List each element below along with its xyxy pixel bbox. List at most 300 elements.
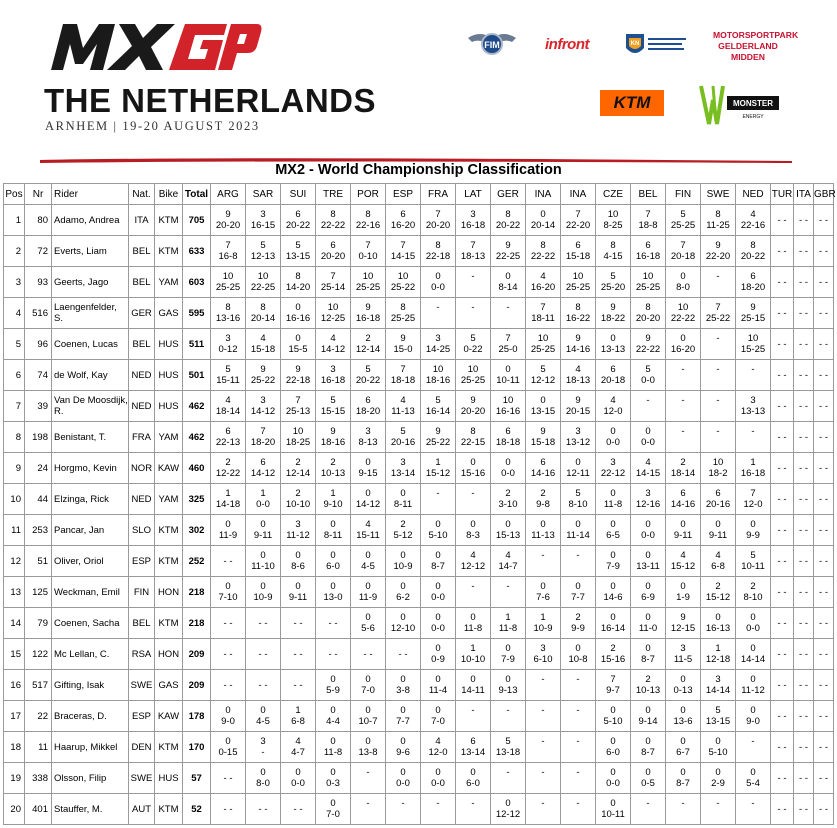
- race-positions: 9-10: [323, 499, 343, 510]
- race-positions: 9-9: [571, 623, 585, 634]
- round-result-cell: [666, 639, 701, 670]
- round-points: 0: [330, 519, 336, 530]
- race-positions: 22-18: [425, 251, 451, 262]
- round-points: 0: [470, 674, 476, 685]
- round-points: 9: [715, 240, 721, 251]
- race-positions: 16-22: [565, 313, 591, 324]
- race-positions: 22-25: [495, 251, 521, 262]
- round-points: 0: [330, 581, 336, 592]
- race-positions: 14-14: [740, 654, 766, 665]
- race-positions: 22-20: [705, 251, 731, 262]
- round-result-cell: [526, 732, 561, 763]
- race-positions: 25-25: [530, 344, 556, 355]
- round-result-cell: [794, 546, 814, 577]
- race-positions: [421, 809, 455, 820]
- round-points: 7: [225, 240, 231, 251]
- total-cell: 52: [183, 794, 211, 825]
- round-points: 0: [435, 581, 441, 592]
- round-points: 10: [537, 333, 549, 344]
- race-positions: 7-0: [431, 716, 445, 727]
- round-result-cell: [736, 608, 771, 639]
- rider-cell: Haarup, Mikkel: [52, 732, 129, 763]
- round-points: 9: [610, 302, 616, 313]
- round-result-cell: [421, 577, 456, 608]
- race-positions: 22-18: [285, 375, 311, 386]
- round-points: 3: [260, 395, 266, 406]
- round-result-cell: [316, 639, 351, 670]
- race-positions: 8-7: [676, 778, 690, 789]
- round-result-cell: [281, 236, 316, 267]
- round-points: 4: [225, 395, 231, 406]
- round-points: -: [576, 736, 580, 747]
- race-positions: 12-14: [285, 468, 311, 479]
- round-points: 0: [540, 395, 546, 406]
- round-points: 0: [715, 767, 721, 778]
- race-positions: [701, 406, 735, 417]
- round-result-cell: [316, 453, 351, 484]
- total-cell: 511: [183, 329, 211, 360]
- no-result: - -: [258, 648, 268, 660]
- race-positions: 25-13: [285, 406, 311, 417]
- race-positions: 25-25: [215, 282, 241, 293]
- column-header: Total: [183, 184, 211, 205]
- race-positions: 20-14: [250, 313, 276, 324]
- knmv-logo: [624, 32, 690, 63]
- round-points: 0: [540, 581, 546, 592]
- round-result-cell: [526, 205, 561, 236]
- round-result-cell: [666, 267, 701, 298]
- round-points: 10: [222, 271, 234, 282]
- round-result-cell: [246, 701, 281, 732]
- race-positions: 11-0: [638, 623, 658, 634]
- round-points: 3: [750, 395, 756, 406]
- round-result-cell: [211, 546, 246, 577]
- no-result: - -: [819, 679, 828, 691]
- race-positions: 0-0: [396, 778, 410, 789]
- race-positions: 16-18: [740, 468, 766, 479]
- round-result-cell: [456, 267, 491, 298]
- bike-cell: KTM: [155, 608, 183, 639]
- round-points: 0: [505, 643, 511, 654]
- race-positions: 6-0: [326, 561, 340, 572]
- no-result: - -: [777, 803, 787, 815]
- round-points: 8: [750, 240, 756, 251]
- round-result-cell: [631, 236, 666, 267]
- race-positions: 14-11: [461, 685, 485, 696]
- race-positions: [561, 685, 595, 696]
- race-positions: 8-7: [641, 654, 655, 665]
- round-result-cell: [701, 670, 736, 701]
- nationality-cell: ITA: [129, 205, 155, 236]
- column-header: Bike: [155, 184, 183, 205]
- race-positions: 18-20: [355, 406, 381, 417]
- round-points: 0: [225, 581, 231, 592]
- round-result-cell: [211, 577, 246, 608]
- round-result-cell: [351, 608, 386, 639]
- round-points: 7: [400, 364, 406, 375]
- round-points: 2: [750, 581, 756, 592]
- race-positions: 14-7: [498, 561, 518, 572]
- round-result-cell: [561, 608, 596, 639]
- race-positions: 9-11: [673, 530, 693, 541]
- number-cell: 516: [25, 298, 52, 329]
- no-result: - -: [799, 648, 808, 660]
- round-result-cell: [736, 515, 771, 546]
- race-positions: [456, 809, 490, 820]
- round-points: 4: [435, 736, 441, 747]
- race-positions: 16-16: [495, 406, 521, 417]
- race-positions: 11-8: [463, 623, 483, 634]
- round-points: 0: [295, 550, 301, 561]
- race-positions: [491, 313, 525, 324]
- race-positions: [491, 716, 525, 727]
- round-points: 6: [645, 240, 651, 251]
- round-result-cell: [491, 236, 526, 267]
- race-positions: 10-11: [496, 375, 520, 386]
- round-result-cell: [526, 267, 561, 298]
- round-result-cell: [421, 732, 456, 763]
- race-positions: 13-15: [530, 406, 556, 417]
- no-result: - -: [258, 679, 268, 691]
- race-positions: [386, 809, 420, 820]
- round-result-cell: [666, 329, 701, 360]
- round-result-cell: [281, 360, 316, 391]
- round-points: 2: [295, 488, 301, 499]
- round-result-cell: [771, 794, 794, 825]
- race-positions: 3-10: [498, 499, 518, 510]
- round-result-cell: [386, 422, 421, 453]
- round-result-cell: [526, 484, 561, 515]
- race-positions: 13-14: [390, 468, 416, 479]
- round-result-cell: [386, 546, 421, 577]
- round-points: 9: [400, 333, 406, 344]
- race-positions: 10-8: [568, 654, 588, 665]
- round-result-cell: [246, 298, 281, 329]
- round-points: -: [471, 271, 475, 282]
- bike-cell: YAM: [155, 484, 183, 515]
- race-positions: 11-5: [673, 654, 693, 665]
- no-result: - -: [819, 524, 828, 536]
- rider-cell: Laengenfelder, S.: [52, 298, 129, 329]
- round-result-cell: [701, 267, 736, 298]
- round-result-cell: [246, 360, 281, 391]
- number-cell: 39: [25, 391, 52, 422]
- round-result-cell: [561, 515, 596, 546]
- race-positions: 15-18: [565, 251, 591, 262]
- race-positions: 18-18: [495, 437, 521, 448]
- round-result-cell: [526, 422, 561, 453]
- nationality-cell: FIN: [129, 577, 155, 608]
- round-result-cell: [771, 763, 794, 794]
- column-header: TUR: [771, 184, 794, 205]
- round-points: 2: [540, 488, 546, 499]
- round-points: 3: [470, 209, 476, 220]
- svg-text:MONSTER: MONSTER: [733, 99, 773, 108]
- table-row: [4, 763, 834, 794]
- round-result-cell: [211, 267, 246, 298]
- race-positions: 11-8: [603, 499, 623, 510]
- round-result-cell: [701, 546, 736, 577]
- round-points: 0: [610, 550, 616, 561]
- round-result-cell: [631, 267, 666, 298]
- round-points: -: [541, 550, 545, 561]
- round-result-cell: [666, 763, 701, 794]
- race-positions: 22-13: [215, 437, 241, 448]
- number-cell: 253: [25, 515, 52, 546]
- round-result-cell: [666, 205, 701, 236]
- rider-cell: Braceras, D.: [52, 701, 129, 732]
- round-result-cell: [421, 608, 456, 639]
- round-result-cell: [701, 453, 736, 484]
- svg-text:KN: KN: [630, 41, 640, 47]
- round-result-cell: [281, 453, 316, 484]
- race-positions: [526, 747, 560, 758]
- round-result-cell: [456, 329, 491, 360]
- no-result: - -: [799, 772, 808, 784]
- round-result-cell: [281, 267, 316, 298]
- total-cell: 325: [183, 484, 211, 515]
- race-positions: 12-12: [530, 375, 556, 386]
- round-result-cell: [281, 298, 316, 329]
- column-header: Nat.: [129, 184, 155, 205]
- race-positions: 25-25: [355, 282, 381, 293]
- round-points: 0: [470, 519, 476, 530]
- no-result: - -: [777, 524, 787, 536]
- race-positions: 18-20: [740, 282, 766, 293]
- race-positions: 22-22: [320, 220, 346, 231]
- round-result-cell: [631, 298, 666, 329]
- round-result-cell: [631, 205, 666, 236]
- rider-cell: Mc Lellan, C.: [52, 639, 129, 670]
- race-positions: 15-5: [288, 344, 308, 355]
- round-points: 7: [295, 395, 301, 406]
- round-points: 0: [750, 612, 756, 623]
- round-result-cell: [351, 484, 386, 515]
- round-points: 0: [575, 519, 581, 530]
- no-result: - -: [819, 586, 828, 598]
- race-positions: 8-11: [323, 530, 343, 541]
- race-positions: -: [261, 747, 265, 758]
- column-header: POR: [351, 184, 386, 205]
- race-positions: 7-10: [218, 592, 238, 603]
- race-positions: 18-13: [460, 251, 486, 262]
- table-row: [4, 236, 834, 267]
- race-positions: [561, 747, 595, 758]
- round-points: 0: [715, 519, 721, 530]
- round-points: 4: [575, 364, 581, 375]
- round-points: 1: [715, 643, 721, 654]
- race-positions: 6-0: [466, 778, 480, 789]
- round-result-cell: [666, 732, 701, 763]
- bike-cell: HUS: [155, 391, 183, 422]
- round-result-cell: [491, 546, 526, 577]
- round-result-cell: [736, 360, 771, 391]
- round-result-cell: [771, 577, 794, 608]
- round-points: -: [716, 426, 720, 437]
- round-result-cell: [771, 484, 794, 515]
- round-points: 0: [645, 426, 651, 437]
- no-result: - -: [819, 710, 828, 722]
- round-points: 10: [467, 364, 479, 375]
- round-points: 0: [225, 736, 231, 747]
- race-positions: 11-8: [323, 747, 343, 758]
- round-result-cell: [736, 670, 771, 701]
- table-header: [4, 184, 834, 205]
- table-row: [4, 608, 834, 639]
- race-positions: 10-10: [460, 654, 486, 665]
- no-result: - -: [819, 648, 828, 660]
- round-result-cell: [736, 298, 771, 329]
- no-result: - -: [819, 617, 828, 629]
- bike-cell: KTM: [155, 546, 183, 577]
- round-result-cell: [701, 794, 736, 825]
- round-result-cell: [814, 670, 834, 701]
- round-result-cell: [561, 546, 596, 577]
- round-result-cell: [246, 453, 281, 484]
- round-points: 8: [715, 209, 721, 220]
- round-points: 0: [645, 643, 651, 654]
- round-result-cell: [456, 794, 491, 825]
- race-positions: 0-10: [358, 251, 378, 262]
- round-result-cell: [456, 360, 491, 391]
- race-positions: 16-8: [218, 251, 238, 262]
- round-points: 0: [610, 488, 616, 499]
- round-result-cell: [526, 608, 561, 639]
- rider-cell: Everts, Liam: [52, 236, 129, 267]
- race-positions: 0-15: [218, 747, 238, 758]
- race-positions: [526, 809, 560, 820]
- race-positions: 0-0: [431, 592, 445, 603]
- race-positions: 10-13: [635, 685, 661, 696]
- round-points: 3: [400, 457, 406, 468]
- race-positions: 12-14: [355, 344, 381, 355]
- round-result-cell: [631, 329, 666, 360]
- table-row: [4, 360, 834, 391]
- round-points: -: [576, 550, 580, 561]
- race-positions: 4-5: [361, 561, 375, 572]
- round-result-cell: [736, 205, 771, 236]
- race-positions: 12-0: [743, 499, 763, 510]
- round-result-cell: [596, 763, 631, 794]
- round-result-cell: [351, 391, 386, 422]
- round-points: 7: [505, 333, 511, 344]
- round-result-cell: [794, 391, 814, 422]
- round-points: 0: [365, 612, 371, 623]
- round-result-cell: [561, 732, 596, 763]
- table-row: [4, 670, 834, 701]
- race-positions: 11-9: [218, 530, 238, 541]
- no-result: - -: [799, 493, 808, 505]
- position-cell: 5: [4, 329, 25, 360]
- rider-cell: Olsson, Filip: [52, 763, 129, 794]
- round-points: 5: [505, 736, 511, 747]
- race-positions: 13-11: [636, 561, 660, 572]
- round-result-cell: [421, 670, 456, 701]
- nationality-cell: BEL: [129, 329, 155, 360]
- round-result-cell: [386, 639, 421, 670]
- round-result-cell: [666, 608, 701, 639]
- round-points: 5: [225, 364, 231, 375]
- column-header: Nr: [25, 184, 52, 205]
- round-points: 0: [260, 581, 266, 592]
- round-points: 0: [435, 519, 441, 530]
- race-positions: [666, 809, 700, 820]
- round-result-cell: [561, 422, 596, 453]
- table-row: [4, 422, 834, 453]
- round-result-cell: [666, 236, 701, 267]
- race-positions: 5-10: [603, 716, 623, 727]
- race-positions: 15-12: [670, 561, 696, 572]
- round-points: 4: [295, 736, 301, 747]
- number-cell: 517: [25, 670, 52, 701]
- race-positions: 8-0: [256, 778, 270, 789]
- nationality-cell: SWE: [129, 670, 155, 701]
- race-positions: 6-0: [606, 747, 620, 758]
- round-result-cell: [814, 732, 834, 763]
- race-positions: 25-25: [670, 220, 696, 231]
- race-positions: 10-13: [320, 468, 346, 479]
- round-result-cell: [771, 639, 794, 670]
- bike-cell: HUS: [155, 360, 183, 391]
- round-result-cell: [491, 267, 526, 298]
- nationality-cell: ESP: [129, 701, 155, 732]
- round-result-cell: [771, 329, 794, 360]
- race-positions: 3-8: [396, 685, 410, 696]
- column-header: SWE: [701, 184, 736, 205]
- number-cell: 338: [25, 763, 52, 794]
- round-result-cell: [736, 577, 771, 608]
- column-header: Rider: [52, 184, 129, 205]
- round-result-cell: [351, 236, 386, 267]
- round-result-cell: [246, 732, 281, 763]
- round-points: 0: [330, 674, 336, 685]
- round-result-cell: [211, 732, 246, 763]
- infront-logo: infront: [545, 36, 589, 53]
- round-result-cell: [491, 639, 526, 670]
- round-result-cell: [771, 205, 794, 236]
- round-result-cell: [281, 546, 316, 577]
- round-result-cell: [351, 546, 386, 577]
- round-result-cell: [736, 639, 771, 670]
- round-points: 6: [505, 426, 511, 437]
- round-points: -: [716, 333, 720, 344]
- round-result-cell: [701, 608, 736, 639]
- round-result-cell: [736, 422, 771, 453]
- nationality-cell: NED: [129, 391, 155, 422]
- race-positions: 11-9: [358, 592, 378, 603]
- race-positions: [666, 375, 700, 386]
- round-result-cell: [421, 639, 456, 670]
- total-cell: 57: [183, 763, 211, 794]
- round-result-cell: [561, 298, 596, 329]
- race-positions: [631, 406, 665, 417]
- no-result: - -: [293, 617, 303, 629]
- round-result-cell: [421, 329, 456, 360]
- round-points: 0: [540, 209, 546, 220]
- svg-text:ENERGY: ENERGY: [742, 114, 764, 120]
- round-points: 0: [435, 767, 441, 778]
- round-points: 2: [715, 581, 721, 592]
- round-result-cell: [814, 453, 834, 484]
- no-result: - -: [819, 369, 828, 381]
- rider-cell: Adamo, Andrea: [52, 205, 129, 236]
- round-points: 0: [505, 674, 511, 685]
- round-result-cell: [561, 639, 596, 670]
- round-result-cell: [814, 794, 834, 825]
- motorsportpark-logo: MOTORSPORTPARK GELDERLAND MIDDEN: [713, 30, 799, 62]
- total-cell: 633: [183, 236, 211, 267]
- bike-cell: KTM: [155, 732, 183, 763]
